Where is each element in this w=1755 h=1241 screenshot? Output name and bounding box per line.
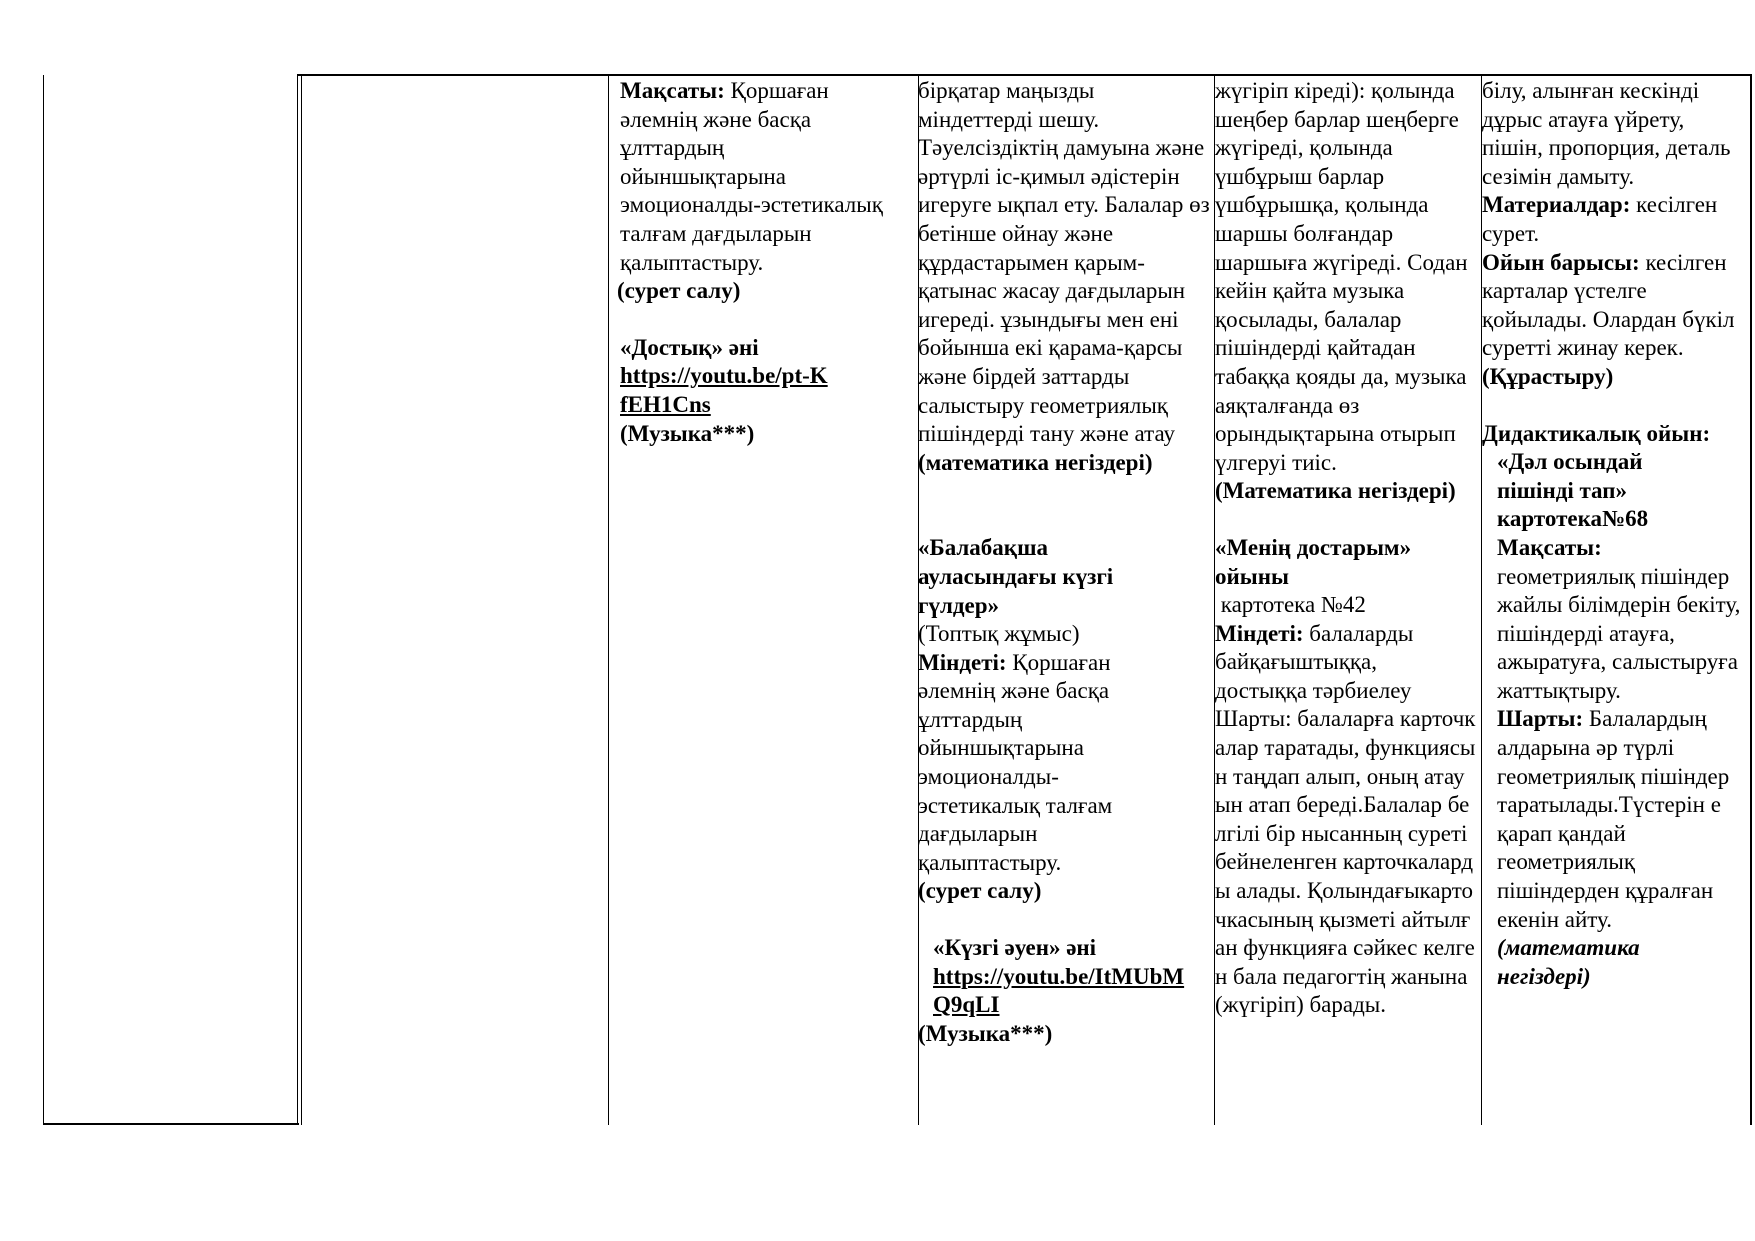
song-title: «Күзгі әуен» әні xyxy=(933,935,1097,961)
goal-text: Қоршаған әлемнің және басқа ұлттардың ойыншықтарына эмоционалды-эстетикалық талғам дағдыларын қалыптастыру. xyxy=(620,78,883,275)
process-paragraph xyxy=(1482,249,1748,392)
conditions-paragraph xyxy=(1497,705,1732,934)
subject-tag: (Музыка***) xyxy=(620,420,755,446)
song-title: «Достық» әні xyxy=(620,334,759,360)
song-link[interactable]: https://youtu.be/ItMUbMQ9qLI xyxy=(933,963,1185,1018)
game-title: «Дәл осындай пішінді тап» картотека№68 xyxy=(1497,449,1649,532)
game-heading: Дидактикалық ойын: xyxy=(1482,420,1711,446)
activity-title: «Балабақша ауласындағы күзгі гүлдер» xyxy=(918,535,1114,618)
task-paragraph xyxy=(1215,620,1465,706)
table-cell-col6 xyxy=(1482,77,1748,991)
subject-tag: (сурет салу) xyxy=(617,278,741,304)
subject-tag: (математика негіздері) xyxy=(918,449,1153,475)
goal-text: геометриялық пішіндер жайлы білімдерін бекіту, пішіндерді атауға, ажыратуға, салыстыруға жаттықтыру. xyxy=(1497,563,1741,703)
materials-paragraph xyxy=(1482,191,1748,248)
game-title: «Менің достарым» ойыны xyxy=(1215,534,1412,589)
table-left-border xyxy=(43,75,44,1125)
subject-tag: (Музыка***) xyxy=(918,1020,1053,1046)
subject-tag: (Математика негіздері) xyxy=(1215,478,1456,504)
table-cell-col4 xyxy=(918,77,1214,1048)
materials-text: кесілген сурет. xyxy=(1482,192,1718,246)
column-divider-1 xyxy=(297,75,298,1125)
goal-label: Мақсаты: xyxy=(1497,534,1602,560)
column-divider-3 xyxy=(608,75,609,1125)
goal-paragraph xyxy=(620,77,890,277)
task-text: балаларды байқағыштыққа, достыққа тәрбиелеу xyxy=(1215,620,1414,703)
song-link[interactable]: https://youtu.be/pt-KfEH1Cns xyxy=(620,363,828,417)
subject-tag: (Құрастыру) xyxy=(1482,363,1614,389)
task-label: Міндеті: xyxy=(918,649,1007,675)
table-bottom-border xyxy=(43,1123,299,1125)
task-text: Қоршаған әлемнің және басқа ұлттардың ойыншықтарына эмоционалды-эстетикалық талғам дағдыларын қалыптастыру. xyxy=(918,649,1113,875)
game-block xyxy=(1497,448,1748,991)
column-divider-2 xyxy=(301,75,302,1125)
process-label: Ойын барысы: xyxy=(1482,249,1640,275)
conditions-label: Шарты: xyxy=(1497,706,1584,732)
task-label: Міндеті: xyxy=(1215,620,1304,646)
intro-text: білу, алынған кескінді дұрыс атауға үйрету, пішін, пропорция, деталь сезімін дамыту. xyxy=(1482,78,1731,189)
subject-tag: (сурет салу) xyxy=(918,878,1042,904)
goal-paragraph xyxy=(1497,534,1742,706)
conditions-text: Шарты: балаларға карточкалар таратады, функциясын таңдап алып, оның атауын атап береді.Балалар белгілі бір нысанның суреті бейнеленген карточкаларды алады. Қолындағыкарточкасының қызметі айтылған функцияға сәйкес келген бала педагогтің жанына(жүгіріп) барады. xyxy=(1215,706,1476,1018)
materials-label: Материалдар: xyxy=(1482,192,1631,218)
subject-tag: (математика негіздері) xyxy=(1497,935,1640,989)
table-cell-col5 xyxy=(1215,77,1485,1020)
goal-label: Мақсаты: xyxy=(620,78,725,103)
activity-type: (Топтық жұмыс) xyxy=(918,621,1080,647)
table-right-border xyxy=(1750,75,1752,1125)
intro-text: жүгіріп кіреді): қолында шеңбер барлар шеңберге жүгіреді, қолында үшбұрыш барлар үшбұрышқа, қолында шаршы болғандар шаршыға жүгіреді. Содан кейін қайта музыка қосылады, балалар пішіндерді қайтадан табаққа қояды да, музыка аяқталғанда өз орындықтарына отырып үлгеруі тиіс. xyxy=(1215,78,1468,475)
table-cell-col3 xyxy=(617,77,890,448)
process-text: кесілген карталар үстелге қойылады. Олардан бүкіл суретті жинау керек. xyxy=(1482,249,1735,361)
task-paragraph xyxy=(918,649,1123,878)
conditions-text: Балалардың алдарына әр түрлі геометриялық пішіндер таратылады.Түстерін е қарап қандай геометриялық пішіндерден құралған екенін айту. xyxy=(1497,706,1730,932)
intro-text: бірқатар маңызды міндеттерді шешу. Тәуелсіздіктің дамуына және әртүрлі іс-қимыл әдістерін игеруге ықпал ету. Балалар өз бетінше ойнау және құрдастарымен қарым-қатынас жасау дағдыларын игереді. ұзындығы мен ені бойынша екі қарама-қарсы және бірдей заттарды салыстыру геометриялық пішіндерді тану және атау xyxy=(918,78,1210,447)
table-top-border xyxy=(297,74,1752,76)
card-number: картотека №42 xyxy=(1215,592,1366,618)
